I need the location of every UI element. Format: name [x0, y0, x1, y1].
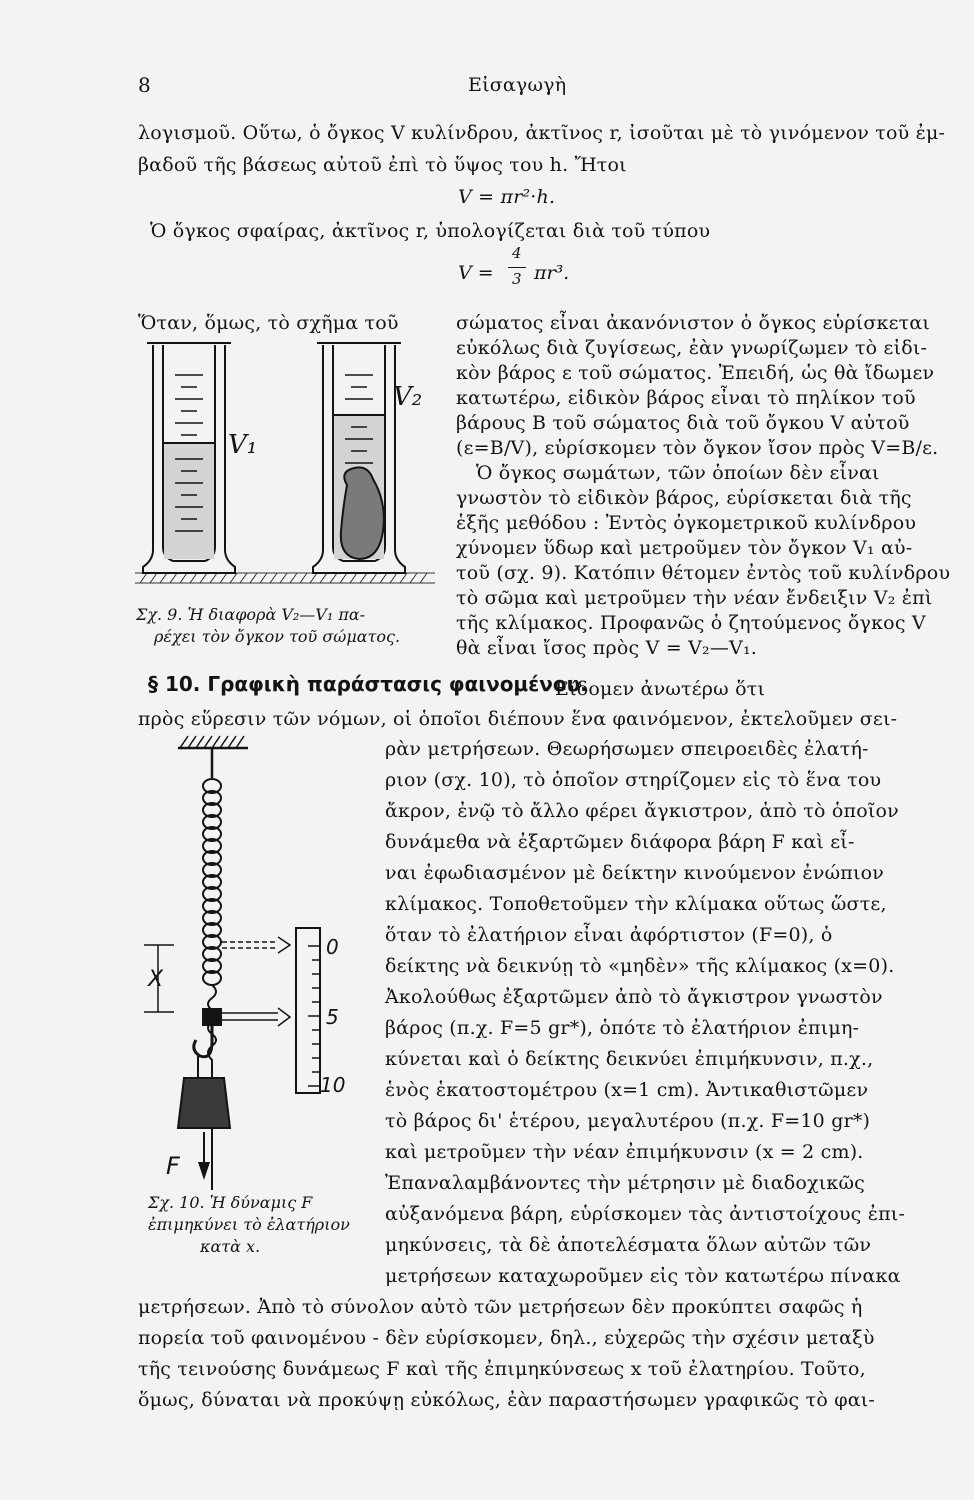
text-line: βάρους Β τοῦ σώματος διὰ τοῦ ὄγκου V αὐτοῦ — [456, 412, 910, 434]
text-line: κατωτέρω, εἰδικὸν βάρος εἶναι τὸ πηλίκον τοῦ — [456, 387, 916, 409]
pointer-loaded — [222, 1008, 290, 1026]
text-line: ὅμως, δύναται νὰ προκύψῃ εὐκόλως, ἐὰν παραστήσωμεν γραφικῶς τὸ φαι- — [138, 1389, 876, 1411]
scale-label-5: 5 — [326, 1005, 339, 1029]
text-line: τὸ βάρος δι' ἑτέρου, μεγαλυτέρου (π.χ. F=10 gr*) — [385, 1110, 871, 1132]
label-f: F — [166, 1152, 180, 1180]
figure-10-caption-line: κατὰ x. — [200, 1237, 261, 1256]
weight-block — [178, 1078, 230, 1128]
text-line: ρὰν μετρήσεων. Θεωρήσωμεν σπειροειδὲς ἐλατή- — [385, 738, 869, 760]
text-line: μηκύνσεις, τὰ δὲ ἀποτελέσματα ὅλων αὐτῶν τῶν — [385, 1234, 872, 1256]
eq-rest: πr³. — [534, 262, 570, 284]
text-line: τῆς τεινούσης δυνάμεως F καὶ τῆς ἐπιμηκύνσεως x τοῦ ἐλατηρίου. Τοῦτο, — [138, 1358, 866, 1380]
text-line: σώματος εἶναι ἀκανόνιστον ὁ ὄγκος εὑρίσκεται — [456, 312, 931, 334]
text-line: Ἐπαναλαμβάνοντες τὴν μέτρησιν μὲ διαδοχικῶς — [385, 1172, 866, 1194]
text-line: πορεία τοῦ φαινομένου - δὲν εὑρίσκομεν, δηλ., εὐχερῶς τὴν σχέσιν μεταξὺ — [138, 1327, 875, 1349]
text-line: ἑνὸς ἑκατοστομέτρου (x=1 cm). Ἀντικαθιστῶμεν — [385, 1079, 869, 1101]
scale-label-0: 0 — [326, 935, 339, 959]
text-line: δείκτης νὰ δεικνύῃ τὸ «μηδὲν» τῆς κλίμακος (x=0). — [385, 955, 895, 977]
force-arrow-head — [198, 1162, 210, 1180]
figure-10-spring-scale — [138, 730, 378, 1190]
figure-9-caption-line: ρέχει τὸν ὄγκον τοῦ σώματος. — [154, 627, 401, 646]
text-line: αὐξανόμενα βάρη, εὑρίσκομεν τὰς ἀντιστοίχους ἐπι- — [385, 1203, 906, 1225]
text-line: δυνάμεθα νὰ ἐξαρτῶμεν διάφορα βάρη F καὶ εἶ- — [385, 831, 855, 853]
text-line: θὰ εἶναι ἴσος πρὸς V = V₂—V₁. — [456, 637, 758, 659]
text-line: Ὁ ὄγκος σφαίρας, ἀκτῖνος r, ὑπολογίζεται διὰ τοῦ τύπου — [150, 220, 711, 242]
text-line: χύνομεν ὕδωρ καὶ μετροῦμεν τὸν ὄγκον V₁ αὐ- — [456, 537, 913, 559]
text-line: ἄκρον, ἐνῷ τὸ ἄλλο φέρει ἄγκιστρον, ἀπὸ τὸ ὁποῖον — [385, 800, 899, 822]
text-line: βάρος (π.χ. F=5 gr*), ὁπότε τὸ ἐλατήριον ἐπιμη- — [385, 1017, 860, 1039]
eq-lhs: V = — [458, 262, 494, 284]
page-number: 8 — [138, 73, 151, 97]
fraction-bar — [508, 267, 526, 268]
scale-ruler — [296, 928, 320, 1093]
text-line: μετρήσεων. Ἀπὸ τὸ σύνολον αὐτὸ τῶν μετρήσεων δὲν προκύπτει σαφῶς ἡ — [138, 1296, 863, 1318]
ground-hatching — [135, 573, 435, 583]
text-line: Ἀκολούθως ἐξαρτῶμεν ἀπὸ τὸ ἄγκιστρον γνωστὸν — [385, 986, 883, 1008]
text-line: γνωστὸν τὸ εἰδικὸν βάρος, εὑρίσκεται διὰ τῆς — [456, 487, 912, 509]
figure-9-graduated-cylinders — [135, 335, 440, 605]
ceiling-support — [178, 736, 248, 748]
eq-numerator: 4 — [512, 244, 522, 262]
text-line: τοῦ (σχ. 9). Κατόπιν θέτομεν ἐντὸς τοῦ κυλίνδρου — [456, 562, 951, 584]
running-header: Εἰσαγωγὴ — [468, 74, 567, 96]
text-line: Ὁ ὄγκος σωμάτων, τῶν ὁποίων δὲν εἶναι — [476, 462, 880, 484]
text-line: ναι ἐφωδιασμένον μὲ δείκτην κινούμενον ἐνώπιον — [385, 862, 884, 884]
section-heading: § 10. Γραφικὴ παράστασις φαινομένου. — [148, 672, 588, 696]
text-line: ριον (σχ. 10), τὸ ὁποῖον στηρίζομεν εἰς τὸ ἕνα του — [385, 769, 882, 791]
label-v2: V₂ — [393, 382, 423, 412]
text-line: ὅταν τὸ ἐλατήριον εἶναι ἀφόρτιστον (F=0), ὁ — [385, 924, 833, 946]
text-line: λογισμοῦ. Οὕτω, ὁ ὄγκος V κυλίνδρου, ἀκτῖνος r, ἰσοῦται μὲ τὸ γινόμενον τοῦ ἐμ- — [138, 122, 946, 144]
text-line: εὐκόλως διὰ ζυγίσεως, ἐὰν γνωρίζωμεν τὸ εἰδι- — [456, 337, 928, 359]
eq-denominator: 3 — [512, 270, 522, 288]
text-line: κλίμακος. Τοποθετοῦμεν τὴν κλίμακα οὕτως ὥστε, — [385, 893, 887, 915]
text-line: τὸ σῶμα καὶ μετροῦμεν τὴν νέαν ἔνδειξιν V₂ ἐπὶ — [456, 587, 933, 609]
text-line: καὶ μετροῦμεν τὴν νέαν ἐπιμήκυνσιν (x = 2 cm). — [385, 1141, 864, 1163]
text-line: Εἴδομεν ἀνωτέρω ὅτι — [555, 678, 766, 700]
pointer-block — [202, 1008, 222, 1026]
equation-sphere — [458, 244, 598, 294]
figure-10-caption-line: Σχ. 10. Ἡ δύναμις F — [148, 1193, 313, 1212]
scale-label-10: 10 — [320, 1073, 346, 1097]
label-v1: V₁ — [228, 430, 258, 460]
text-line: μετρήσεων καταχωροῦμεν εἰς τὸν κατωτέρω πίνακα — [385, 1265, 901, 1287]
text-line: ἑξῆς μεθόδου : Ἐντὸς ὀγκομετρικοῦ κυλίνδρου — [456, 512, 917, 534]
text-line: κὸν βάρος ε τοῦ σώματος. Ἐπειδή, ὡς θὰ ἴδωμεν — [456, 362, 935, 384]
figure-10-caption-line: ἐπιμηκύνει τὸ ἐλατήριον — [148, 1215, 350, 1234]
equation-cylinder: V = πr²·h. — [458, 186, 556, 208]
text-line: κύνεται καὶ ὁ δείκτης δεικνύει ἐπιμήκυνσιν, π.χ., — [385, 1048, 874, 1070]
label-x: X — [148, 967, 164, 992]
pointer-unloaded — [222, 937, 290, 953]
figure-9-caption-line: Σχ. 9. Ἡ διαφορὰ V₂—V₁ πα- — [136, 605, 366, 624]
spring-coils — [203, 779, 221, 985]
text-line: βαδοῦ τῆς βάσεως αὐτοῦ ἐπὶ τὸ ὕψος του h. Ἤτοι — [138, 154, 627, 176]
water-left — [164, 443, 214, 559]
text-line: πρὸς εὕρεσιν τῶν νόμων, οἱ ὁποῖοι διέπουν ἕνα φαινόμενον, ἐκτελοῦμεν σει- — [138, 708, 898, 730]
text-line: τῆς κλίμακος. Προφανῶς ὁ ζητούμενος ὄγκος V — [456, 612, 926, 634]
text-line: Ὅταν, ὅμως, τὸ σχῆμα τοῦ — [138, 312, 399, 334]
text-line: (ε=B/V), εὑρίσκομεν τὸν ὄγκον ἴσον πρὸς V=B/ε. — [456, 437, 939, 459]
